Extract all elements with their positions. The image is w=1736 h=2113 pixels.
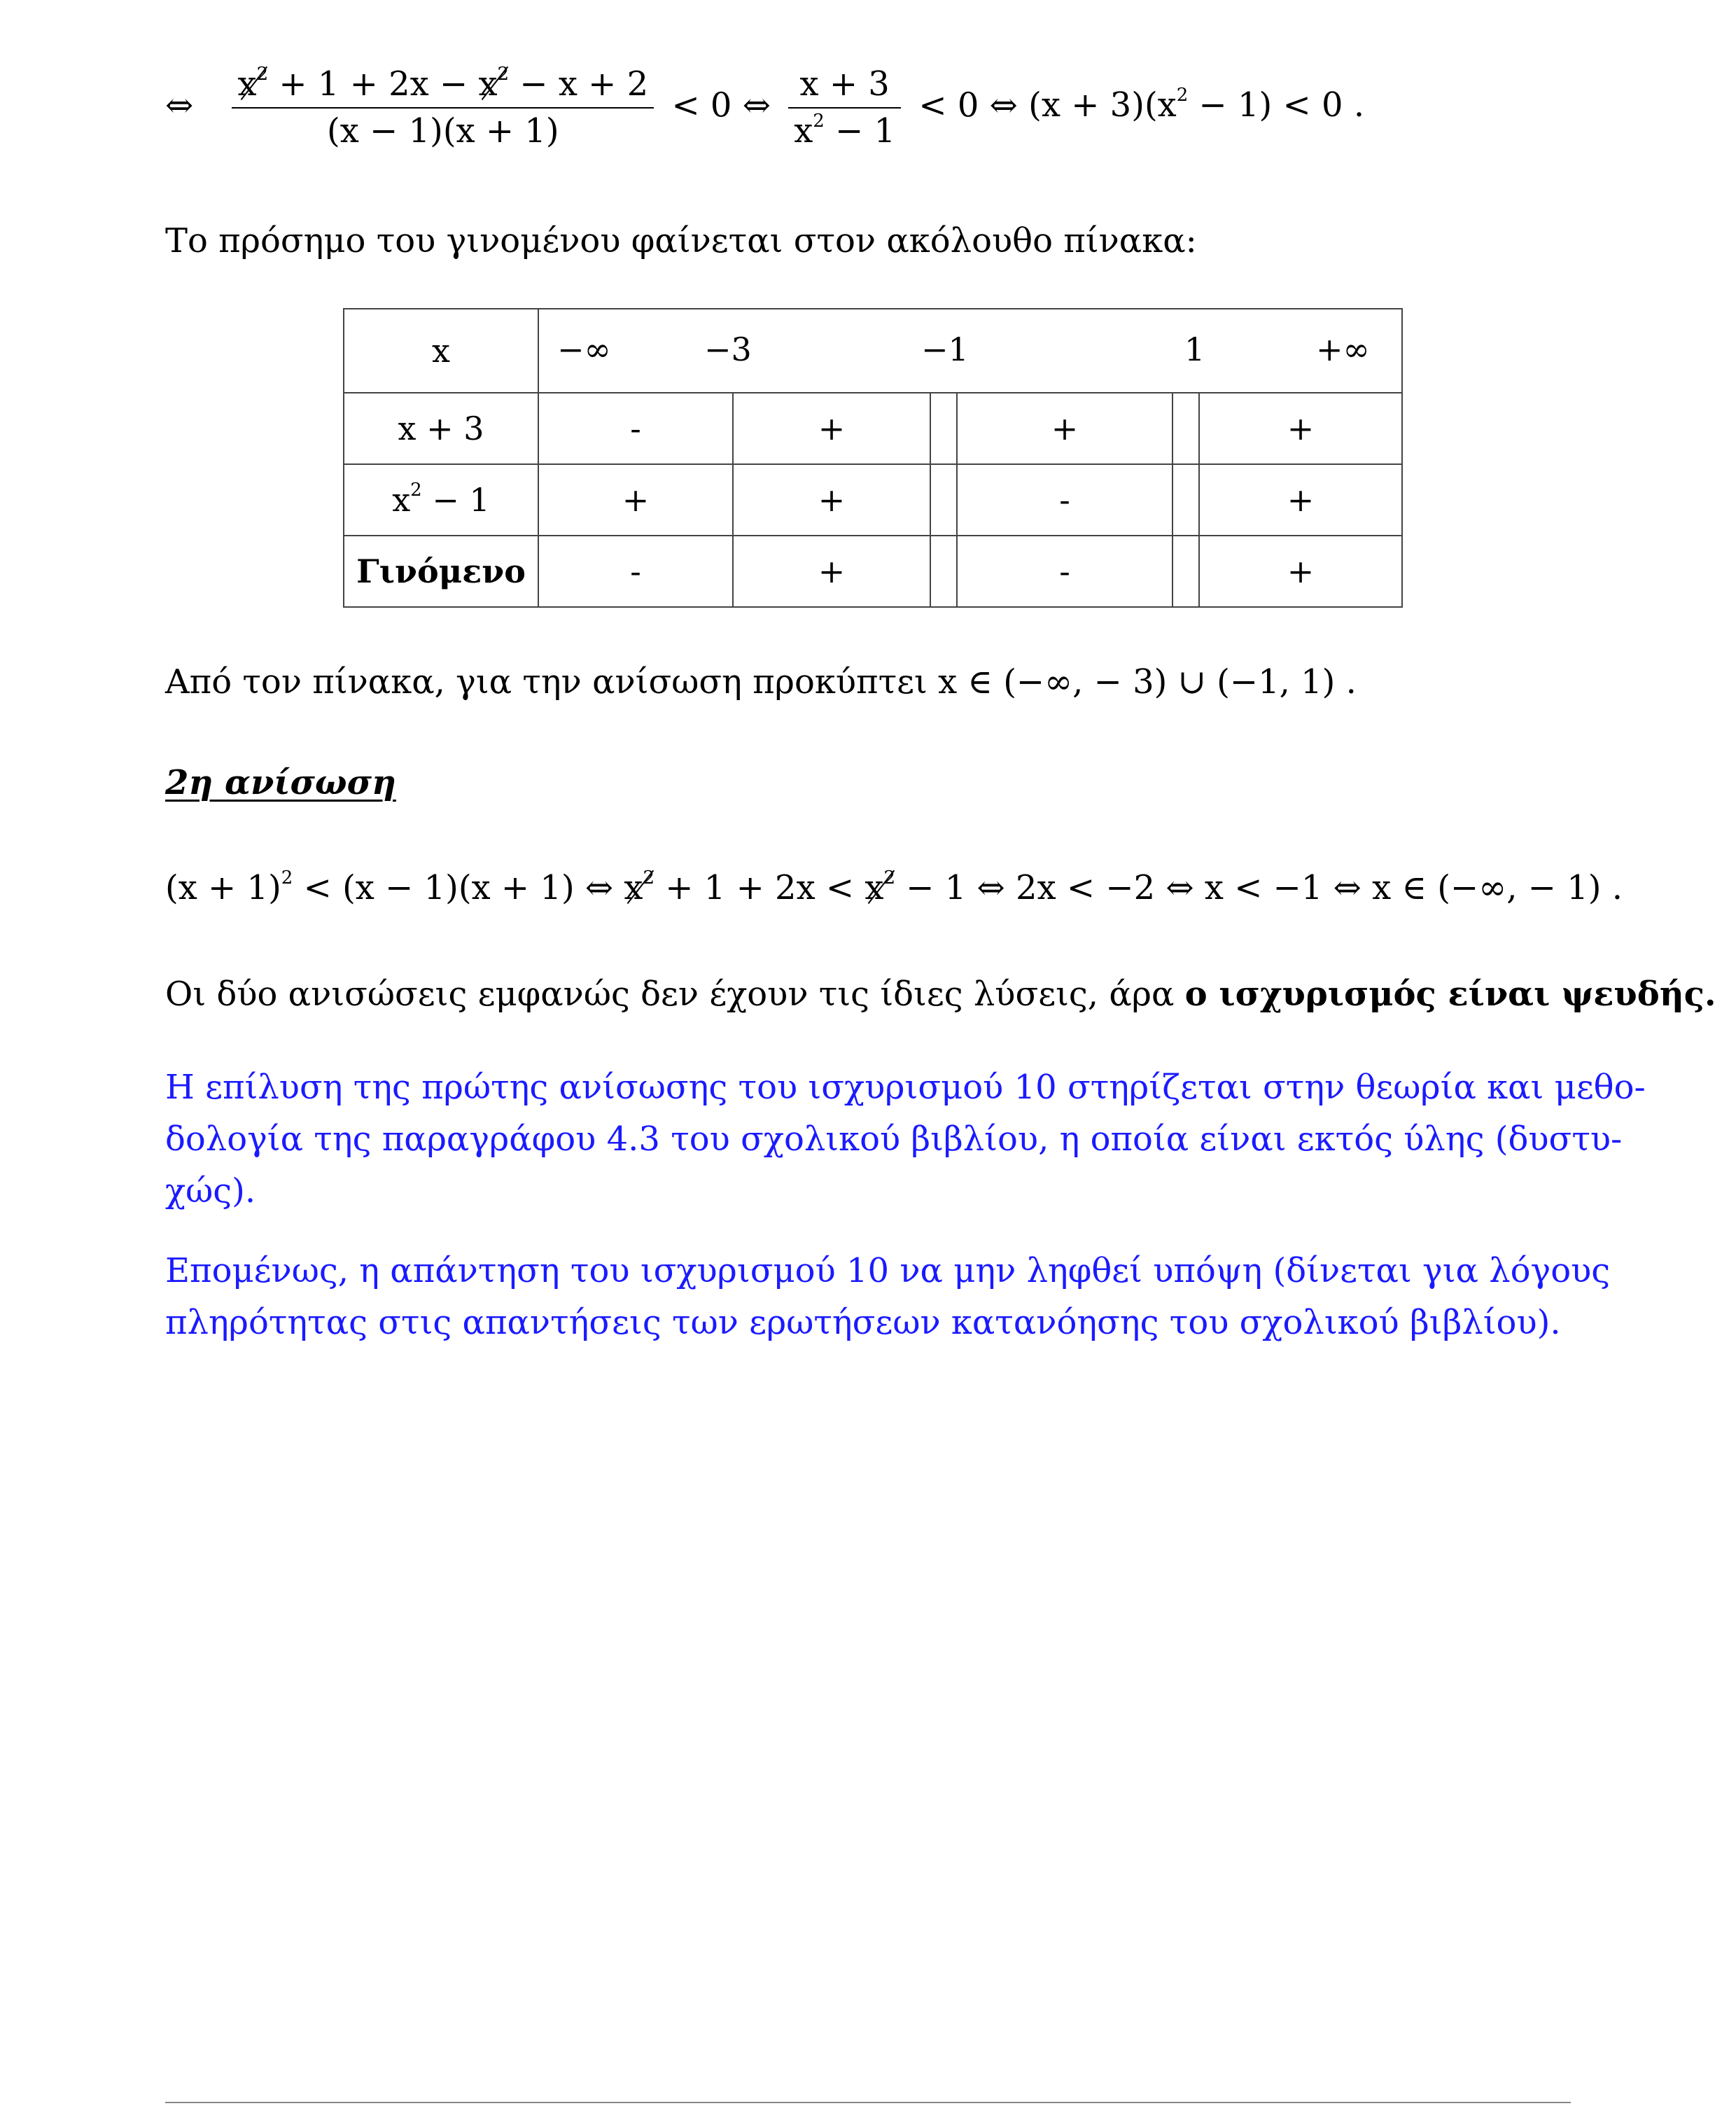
note-2 bbox=[165, 1245, 1610, 1348]
sign-cell: + bbox=[733, 393, 930, 464]
sign-cell: - bbox=[957, 464, 1172, 536]
point-neg-1: −1 bbox=[921, 330, 969, 368]
sign-cell: + bbox=[1199, 536, 1402, 607]
fraction-2-numerator: x + 3 bbox=[799, 64, 890, 104]
conclusion-bold: ο ισχυρισμός είναι ψευδής. bbox=[1184, 975, 1716, 1014]
sign-cell: + bbox=[1199, 393, 1402, 464]
point-pos-inf: +∞ bbox=[1316, 330, 1370, 368]
sign-cell: + bbox=[957, 393, 1172, 464]
table-row bbox=[344, 393, 1402, 464]
note-1-line: χώς). bbox=[165, 1171, 256, 1211]
conclusion bbox=[165, 975, 1716, 1014]
result-1-math: x ∈ (−∞, − 3) ∪ (−1, 1) . bbox=[938, 662, 1357, 702]
note-2-line: πληρότητας στις απαντήσεις των ερωτήσεων κατανόησης του σχολικού βιβλίου). bbox=[165, 1303, 1561, 1342]
fraction-1-denominator: (x − 1)(x + 1) bbox=[327, 111, 559, 151]
result-1 bbox=[165, 662, 1357, 702]
table-row bbox=[344, 536, 1402, 607]
fraction-1-numerator: $x^2 + 1 + 2x - x^2 - x + 2$ bbox=[232, 62, 654, 107]
sign-cell: + bbox=[538, 464, 733, 536]
table-header-row bbox=[344, 309, 1402, 393]
equation-line-1 bbox=[165, 62, 1364, 154]
section-2-title: 2η ανίσωση bbox=[165, 763, 396, 802]
fraction-2-denominator: $x^2 - 1$ bbox=[794, 110, 896, 151]
sign-cell: - bbox=[538, 393, 733, 464]
table-header-label: x bbox=[344, 309, 538, 393]
point-neg-inf: −∞ bbox=[557, 330, 611, 368]
table-intro-text: Το πρόσημο του γινομένου φαίνεται στον ακόλουθο πίνακα: bbox=[165, 221, 1197, 260]
result-1-text: Από τον πίνακα, για την ανίσωση προκύπτει bbox=[165, 662, 939, 702]
point-neg-3: −3 bbox=[704, 330, 752, 368]
conclusion-text: Οι δύο ανισώσεις εμφανώς δεν έχουν τις ίδιες λύσεις, άρα bbox=[165, 975, 1185, 1014]
sign-cell: + bbox=[733, 536, 930, 607]
table-header-points bbox=[538, 309, 1402, 393]
note-1-line: Η επίλυση της πρώτης ανίσωσης του ισχυρισμού 10 στηρίζεται στην θεωρία και μεθο- bbox=[165, 1068, 1646, 1107]
iff-symbol: ⇔ bbox=[165, 85, 194, 125]
relation: < 0 ⇔ bbox=[671, 85, 771, 125]
cancelled-term: $x^2$ bbox=[624, 867, 655, 907]
fraction-1 bbox=[232, 62, 654, 154]
row-label: x + 3 bbox=[344, 393, 538, 464]
equation-line-2: $(x + 1)^2 < (x - 1)(x + 1)$ ⇔ $x^2 + 1 + 2x < x^2 - 1$ ⇔ 2x < −2 ⇔ x < −1 ⇔ x ∈ (−∞, − 1) . bbox=[165, 867, 1623, 907]
sign-cell: - bbox=[957, 536, 1172, 607]
product-expression: $(x + 3)(x^2 - 1) < 0$ . bbox=[1028, 85, 1365, 125]
footer-divider bbox=[165, 2102, 1571, 2103]
fraction-2 bbox=[788, 62, 901, 154]
cancelled-term: $x^2$ bbox=[864, 867, 896, 907]
note-1-line: δολογία της παραγράφου 4.3 του σχολικού βιβλίου, η οποία είναι εκτός ύλης (δυστυ- bbox=[165, 1120, 1623, 1159]
row-label: Γινόμενο bbox=[344, 536, 538, 607]
relation: < 0 ⇔ bbox=[918, 85, 1018, 125]
sign-cell: + bbox=[1199, 464, 1402, 536]
note-1 bbox=[165, 1061, 1646, 1217]
note-2-line: Επομένως, η απάντηση του ισχυρισμού 10 να μην ληφθεί υπόψη (δίνεται για λόγους bbox=[165, 1251, 1611, 1290]
sign-table bbox=[343, 308, 1403, 608]
cancelled-term: $x^2$ bbox=[478, 62, 509, 107]
table-row bbox=[344, 464, 1402, 536]
cancelled-term: $x^2$ bbox=[237, 62, 268, 107]
sign-cell: + bbox=[733, 464, 930, 536]
point-1: 1 bbox=[1184, 330, 1205, 368]
row-label: $x^2 - 1$ bbox=[344, 464, 538, 536]
sign-cell: - bbox=[538, 536, 733, 607]
